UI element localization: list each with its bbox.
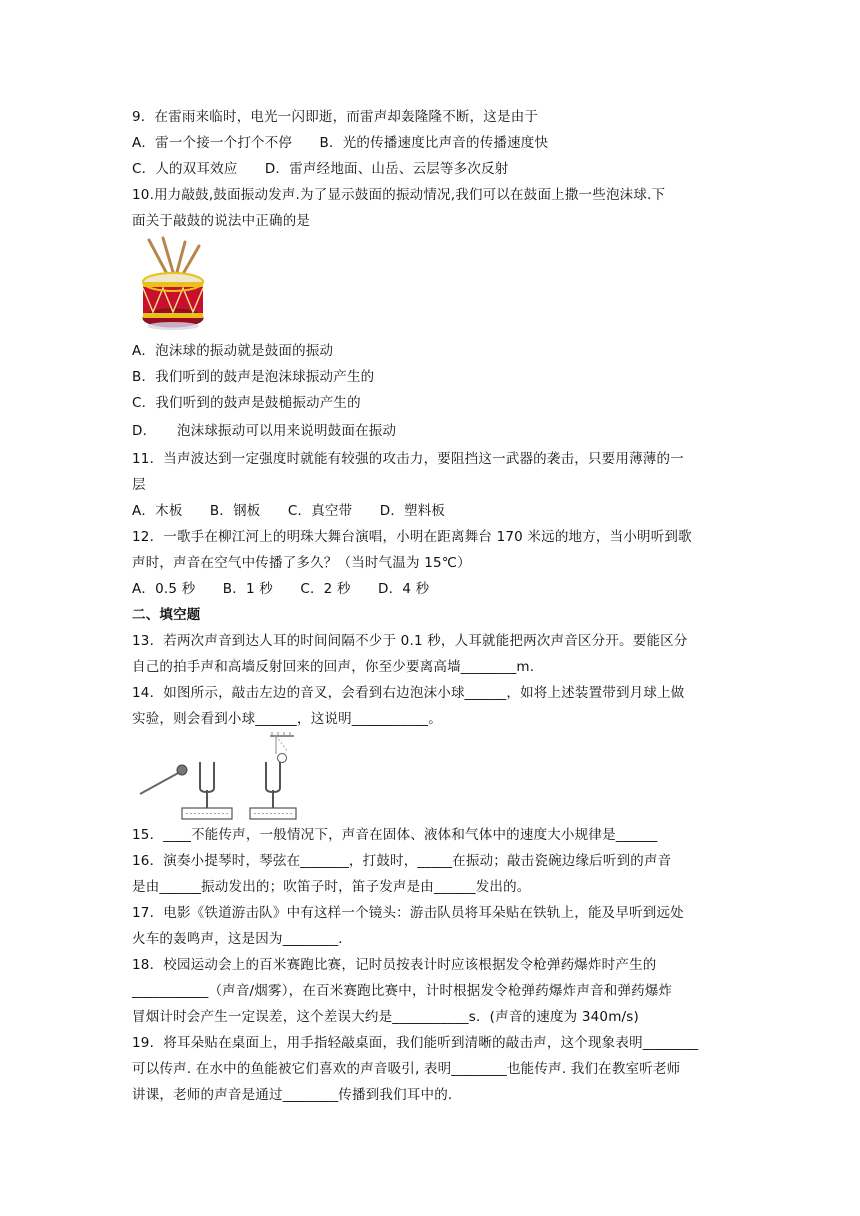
question-10-option-b: B．我们听到的鼓声是泡沫球振动产生的 <box>132 369 375 385</box>
question-18-stem-end: 冒烟计时会产生一定误差，这个差误大约是___________s．(声音的速度为 340m/s) <box>132 1009 640 1025</box>
question-19-stem-cont: 可以传声. 在水中的鱼能被它们喜欢的声音吸引, 表明________也能传声. 我们在教室听老师 <box>132 1061 681 1077</box>
question-19-stem-end: 讲课，老师的声音是通过________传播到我们耳中的. <box>132 1087 453 1103</box>
question-11-stem-cont: 层 <box>132 477 146 493</box>
tuning-fork-apparatus-figure <box>136 732 298 822</box>
question-12-options: A．0.5 秒 B．1 秒 C．2 秒 D．4 秒 <box>132 581 430 597</box>
question-10-stem: 10.用力敲鼓,鼓面振动发声.为了显示鼓面的振动情况,我们可以在鼓面上撒一些泡沫球.下 <box>132 187 666 203</box>
question-10-stem-cont: 面关于敲鼓的说法中正确的是 <box>132 213 311 229</box>
question-9-stem: 9．在雷雨来临时，电光一闪即逝，而雷声却轰隆隆不断，这是由于 <box>132 109 539 125</box>
question-13-stem-cont: 自己的拍手声和高墙反射回来的回声，你至少要离高墙________m. <box>132 659 535 675</box>
question-10-option-c: C．我们听到的鼓声是鼓槌振动产生的 <box>132 395 361 411</box>
question-12-stem-cont: 声时，声音在空气中传播了多久？（当时气温为 15℃） <box>132 555 471 571</box>
question-16-stem: 16．演奏小提琴时，琴弦在_______，打鼓时，_____在振动；敲击瓷碗边缘后听到的声音 <box>132 853 672 869</box>
question-15-stem: 15．____不能传声，一般情况下，声音在固体、液体和气体中的速度大小规律是______ <box>132 827 658 843</box>
question-13-stem: 13．若两次声音到达人耳的时间间隔不少于 0.1 秒，人耳就能把两次声音区分开。要能区分 <box>132 633 688 649</box>
question-19-stem: 19．将耳朵贴在桌面上，用手指轻敲桌面，我们能听到清晰的敲击声，这个现象表明________ <box>132 1035 699 1051</box>
drum-with-sticks-figure <box>137 236 209 332</box>
question-17-stem: 17．电影《铁道游击队》中有这样一个镜头：游击队员将耳朵贴在铁轨上，能及早听到远处 <box>132 905 684 921</box>
question-14-stem: 14．如图所示，敲击左边的音叉，会看到右边泡沫小球______，如将上述装置带到月球上做 <box>132 685 685 701</box>
question-18-stem: 18．校园运动会上的百米赛跑比赛，记时员按表计时应该根据发令枪弹药爆炸时产生的 <box>132 957 657 973</box>
question-11-options: A．木板 B．钢板 C．真空带 D．塑料板 <box>132 503 446 519</box>
question-18-stem-cont: ___________（声音/烟雾），在百米赛跑比赛中，计时根据发令枪弹药爆炸声音和弹药爆炸 <box>132 983 673 999</box>
question-10-option-a: A．泡沫球的振动就是鼓面的振动 <box>132 343 334 359</box>
question-9-options-ab: A．雷一个接一个打个不停 B．光的传播速度比声音的传播速度快 <box>132 135 549 151</box>
question-12-stem: 12．一歌手在柳江河上的明珠大舞台演唱，小明在距离舞台 170 米远的地方，当小明听到歌 <box>132 529 692 545</box>
question-14-stem-cont: 实验，则会看到小球______，这说明___________。 <box>132 711 442 727</box>
question-10-option-d: D． 泡沫球振动可以用来说明鼓面在振动 <box>132 423 397 439</box>
question-16-stem-cont: 是由______振动发出的；吹笛子时，笛子发声是由______发出的。 <box>132 879 531 895</box>
section-heading-fill-in: 二、填空题 <box>132 607 201 623</box>
question-9-options-cd: C．人的双耳效应 D．雷声经地面、山岳、云层等多次反射 <box>132 161 509 177</box>
question-17-stem-cont: 火车的轰鸣声，这是因为________． <box>132 931 352 947</box>
question-11-stem: 11．当声波达到一定强度时就能有较强的攻击力，要阻挡这一武器的袭击，只要用薄薄的一 <box>132 451 684 467</box>
